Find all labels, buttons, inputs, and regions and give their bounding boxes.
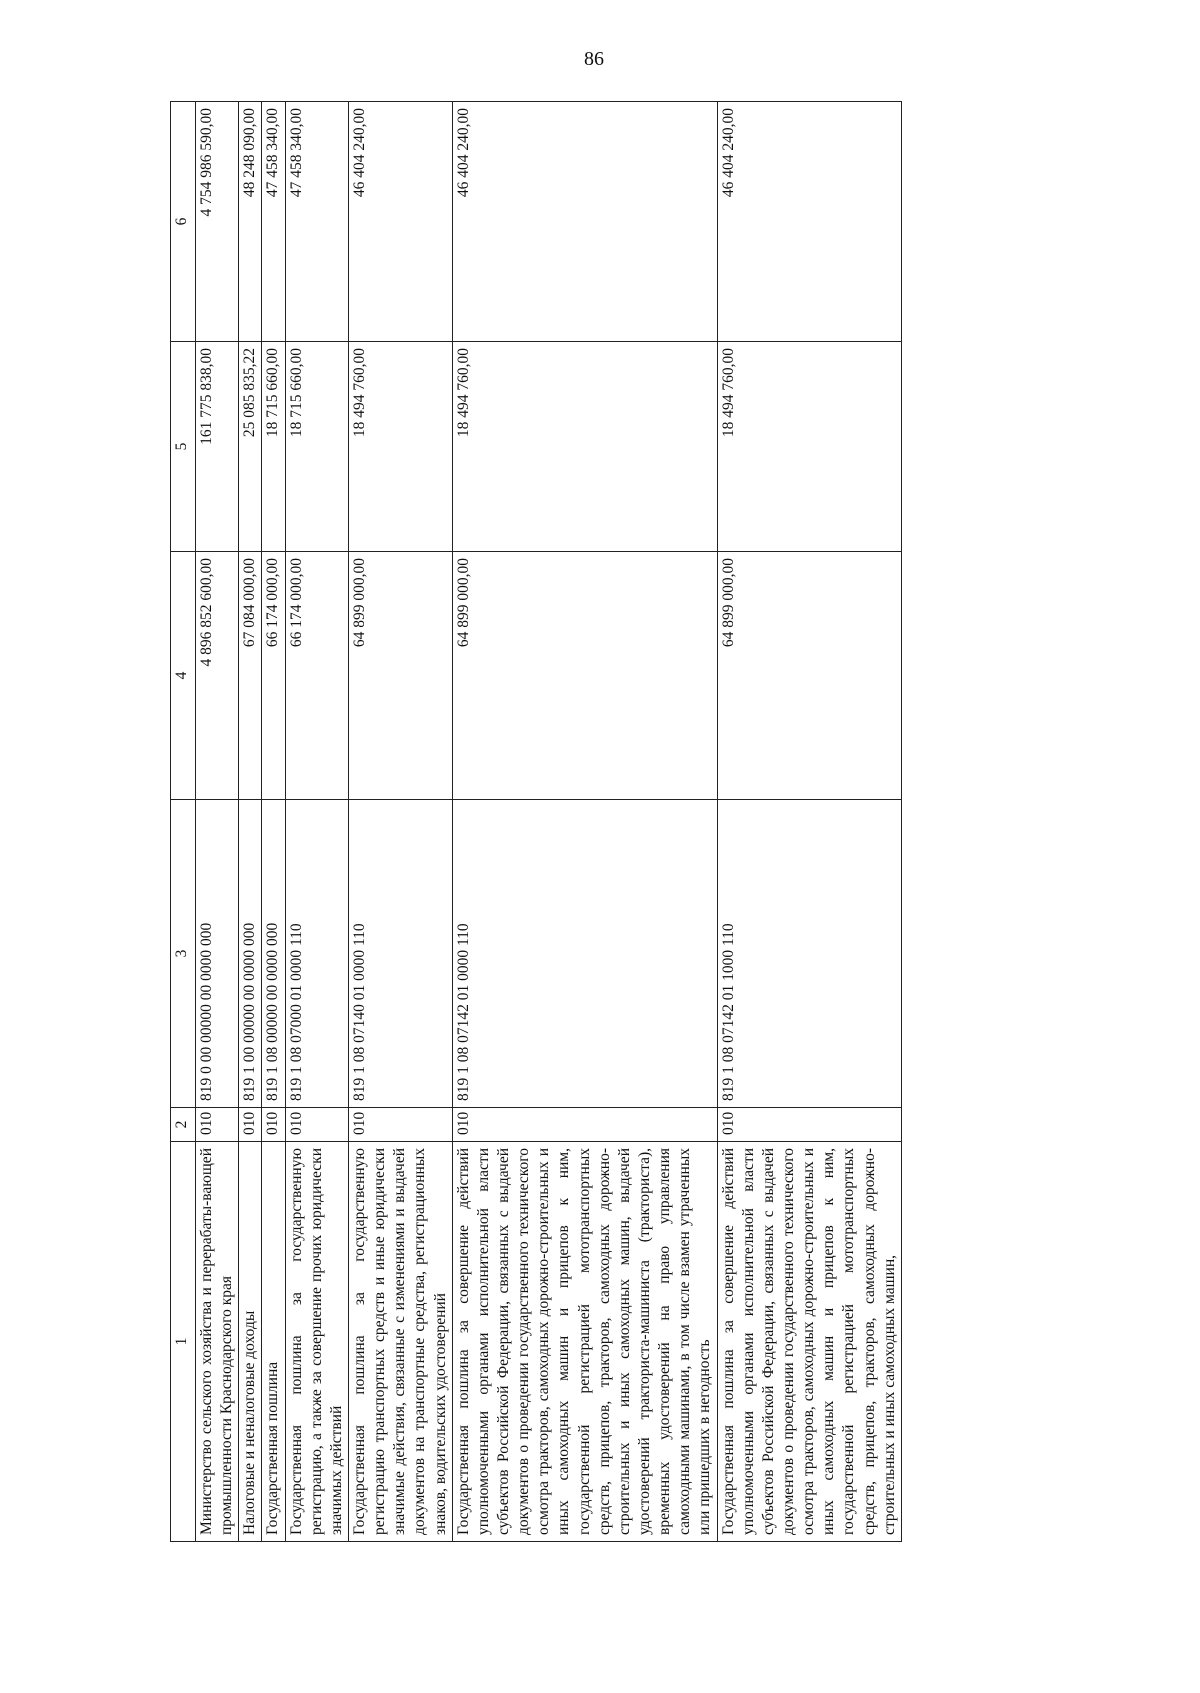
header-row [171,102,196,1542]
row-value-col5: 18 715 660,00 [262,342,285,552]
row-value-col6: 46 404 240,00 [717,102,901,342]
row-value-col4: 64 899 000,00 [348,552,452,800]
row-budget-code: 819 1 08 07142 01 1000 110 [717,800,901,1108]
row-line-code: 010 [717,1108,901,1142]
row-name: Министерство сельского хозяйства и перерабаты-вающей промышленности Краснодарского края [196,1142,239,1542]
row-budget-code: 819 1 00 00000 00 0000 000 [239,800,262,1108]
row-value-col4: 64 899 000,00 [452,552,717,800]
row-value-col4: 66 174 000,00 [262,552,285,800]
row-budget-code: 819 1 08 07140 01 0000 110 [348,800,452,1108]
table-row [717,102,901,1542]
column-header: 1 [171,1142,196,1542]
row-line-code: 010 [239,1108,262,1142]
column-header: 2 [171,1108,196,1142]
row-name: Государственная пошлина за государственную регистрацию, а также за совершение прочих юридически значимых действий [285,1142,348,1542]
row-value-col5: 18 494 760,00 [348,342,452,552]
table-row [239,102,262,1542]
row-name: Государственная пошлина за совершение действий уполномоченными органами исполнительной власти субъектов Российской Федерации, связанных с выдачей документов о проведении государственного технического осмотра тракторов, самоходных дорожно-строительных и иных самоходных машин и прицепов к ним, государственной регистрацией мототранспортных средств, прицепов, тракторов, самоходных дорожно-строительных и иных самоходных машин, выдачей удостоверений тракториста-машиниста (тракториста), временных удостоверений на право управления самоходными машинами, в том числе взамен утраченных или пришедших в негодность [452,1142,717,1542]
table-row [262,102,285,1542]
row-value-col4: 67 084 000,00 [239,552,262,800]
page-number: 86 [584,48,604,70]
row-line-code: 010 [348,1108,452,1142]
row-value-col5: 25 085 835,22 [239,342,262,552]
row-value-col6: 4 754 986 590,00 [196,102,239,342]
row-value-col6: 47 458 340,00 [285,102,348,342]
row-budget-code: 819 1 08 07000 01 0000 110 [285,800,348,1108]
row-value-col4: 4 896 852 600,00 [196,552,239,800]
column-header: 6 [171,102,196,342]
row-line-code: 010 [196,1108,239,1142]
row-budget-code: 819 1 08 07142 01 0000 110 [452,800,717,1108]
table-row [452,102,717,1542]
table-row [196,102,239,1542]
row-line-code: 010 [262,1108,285,1142]
column-header: 5 [171,342,196,552]
row-name: Налоговые и неналоговые доходы [239,1142,262,1542]
row-value-col5: 161 775 838,00 [196,342,239,552]
row-value-col5: 18 715 660,00 [285,342,348,552]
column-header: 4 [171,552,196,800]
row-value-col5: 18 494 760,00 [452,342,717,552]
row-value-col5: 18 494 760,00 [717,342,901,552]
rotated-table-container [170,102,940,1542]
row-value-col4: 64 899 000,00 [717,552,901,800]
table-row [348,102,452,1542]
row-budget-code: 819 1 08 00000 00 0000 000 [262,800,285,1108]
row-value-col6: 47 458 340,00 [262,102,285,342]
column-header: 3 [171,800,196,1108]
table-row [285,102,348,1542]
row-name: Государственная пошлина за государственную регистрацию транспортных средств и иные юридически значимые действия, связанные с изменениями и выдачей документов на транспортные средства, регистрационных знаков, водительских удостоверений [348,1142,452,1542]
row-line-code: 010 [452,1108,717,1142]
row-value-col4: 66 174 000,00 [285,552,348,800]
row-value-col6: 46 404 240,00 [348,102,452,342]
row-value-col6: 46 404 240,00 [452,102,717,342]
row-value-col6: 48 248 090,00 [239,102,262,342]
revenue-table [170,101,902,1542]
row-line-code: 010 [285,1108,348,1142]
row-budget-code: 819 0 00 00000 00 0000 000 [196,800,239,1108]
row-name: Государственная пошлина [262,1142,285,1542]
row-name: Государственная пошлина за совершение действий уполномоченными органами исполнительной власти субъектов Российской Федерации, связанных с выдачей документов о проведении государственного технического осмотра тракторов, самоходных дорожно-строительных и иных самоходных машин и прицепов к ним, государственной регистрацией мототранспортных средств, прицепов, тракторов, самоходных дорожно-строительных и иных самоходных машин, [717,1142,901,1542]
